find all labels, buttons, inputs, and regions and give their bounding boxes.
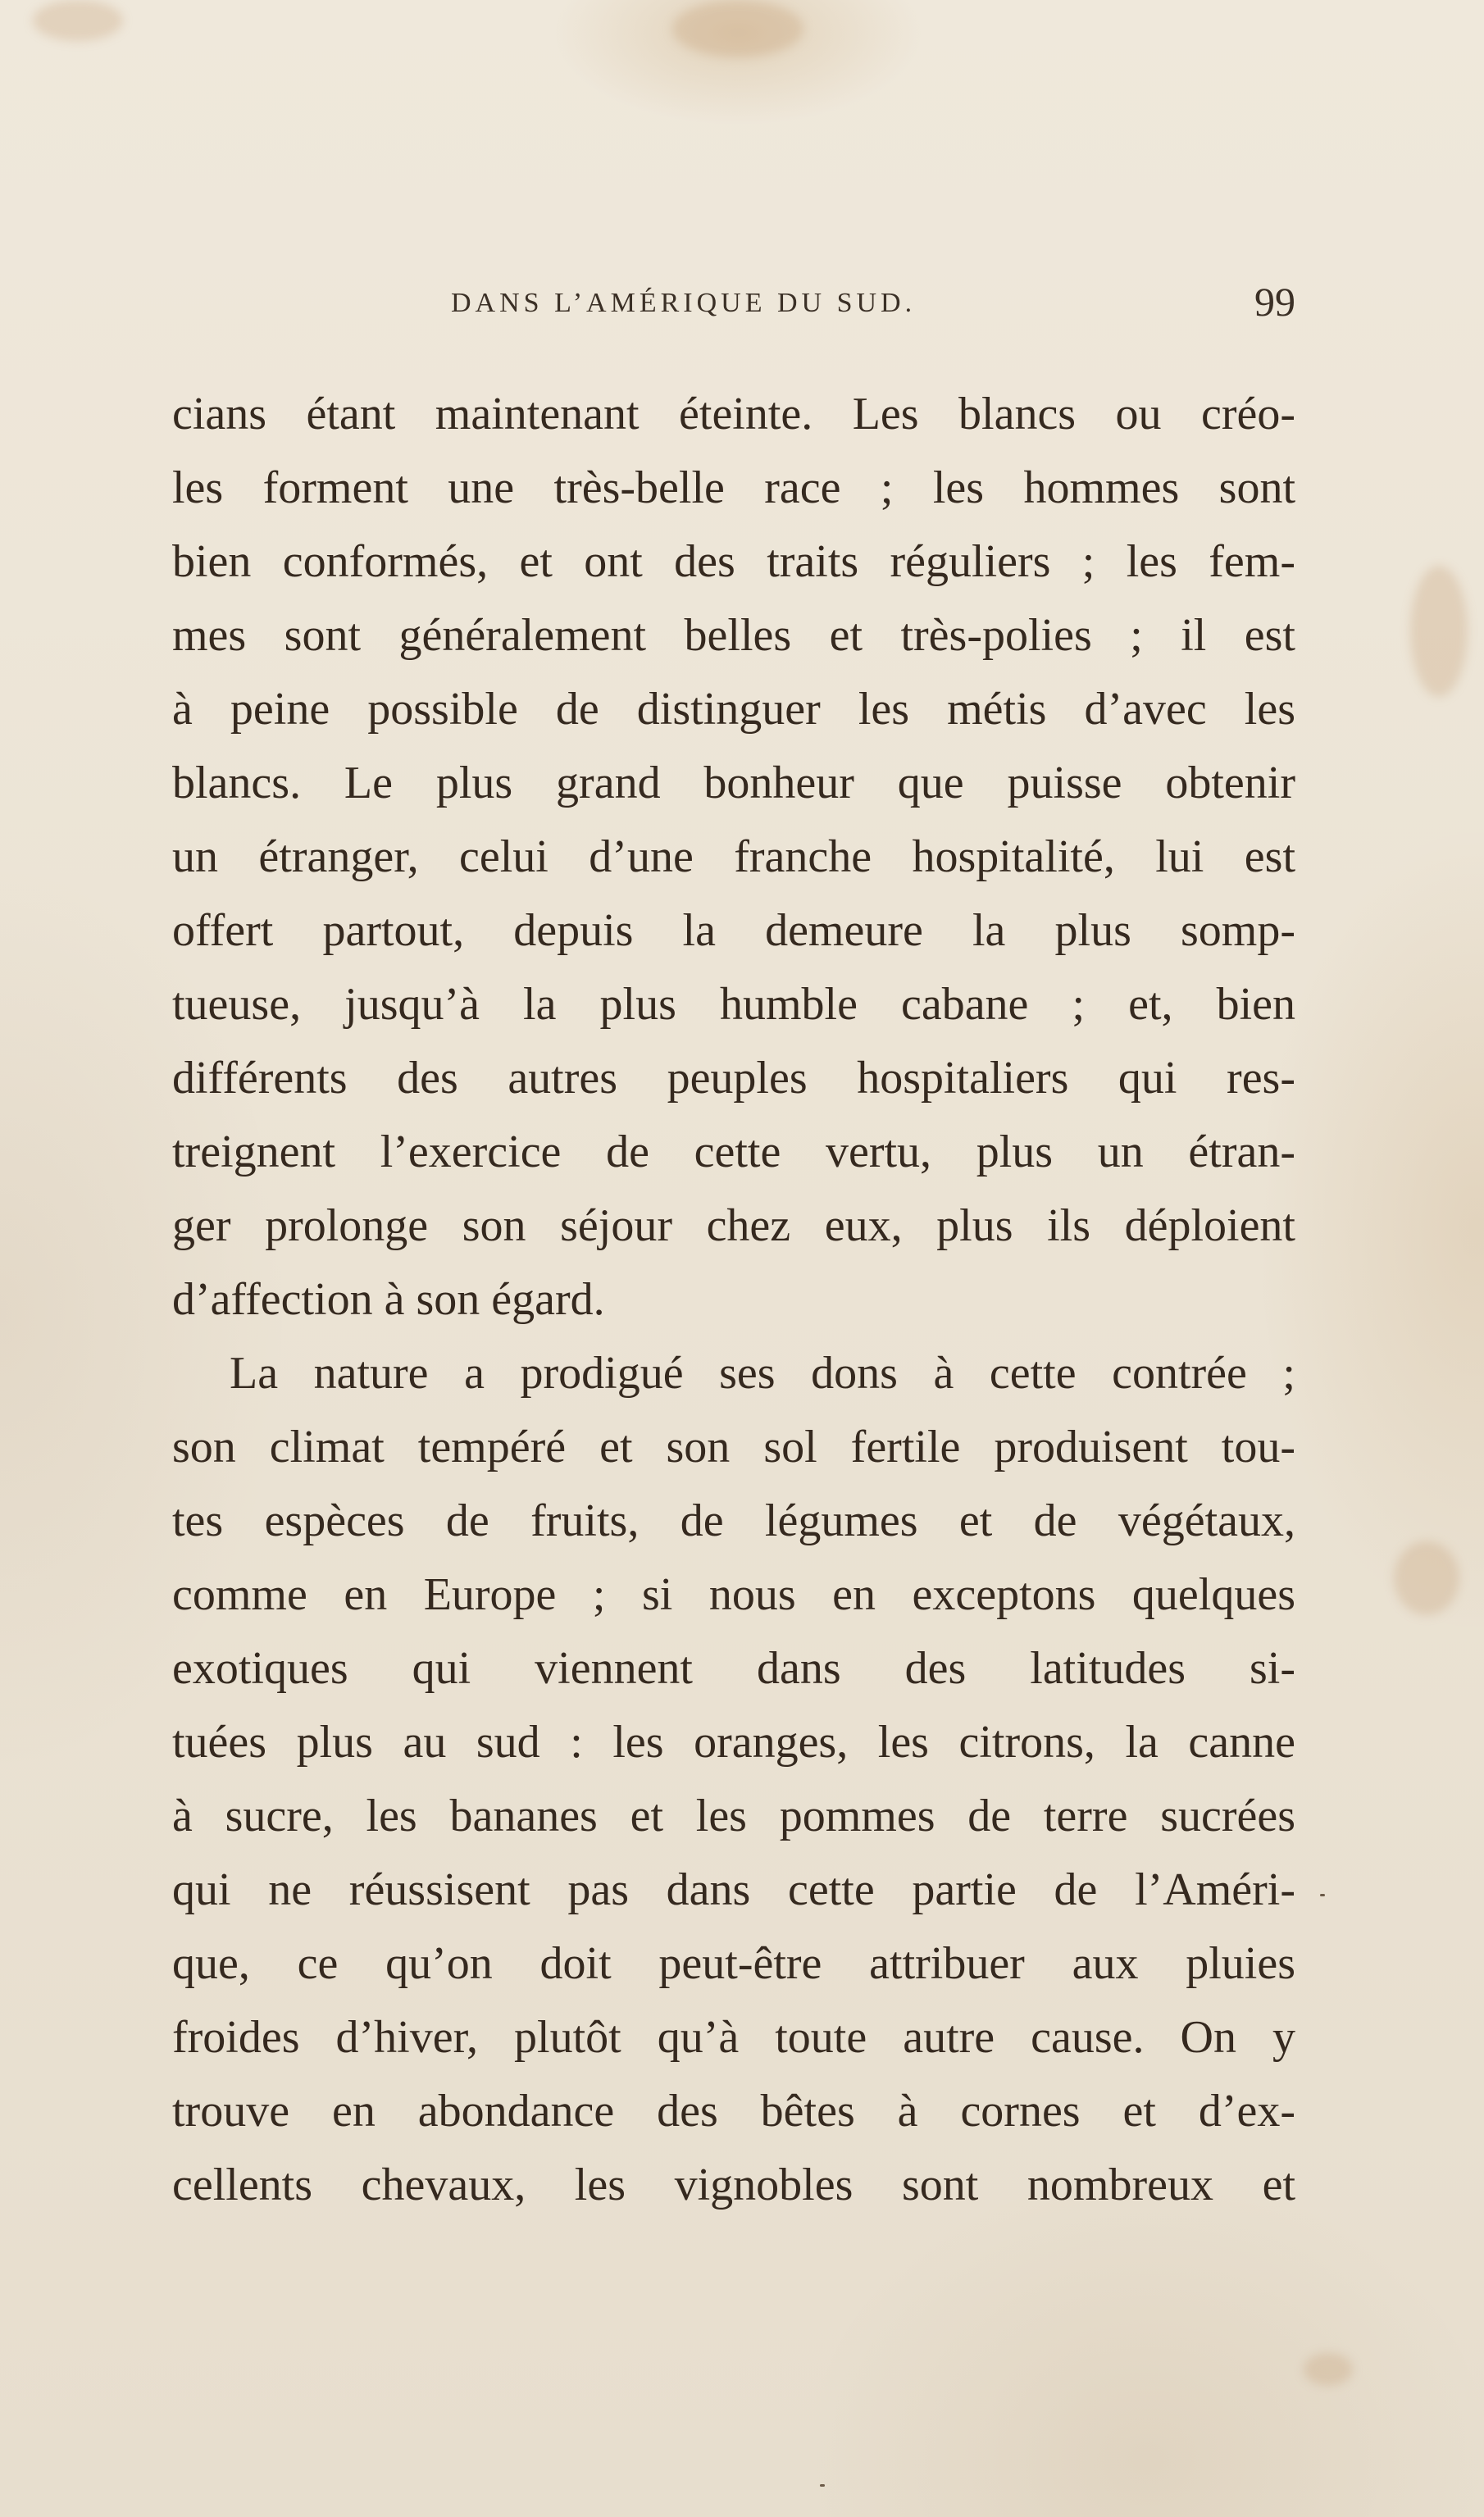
- text-line: cellents chevaux, les vignobles sont nombreux et: [172, 2160, 1295, 2210]
- text-line: à peine possible de distinguer les métis d’avec les: [172, 684, 1295, 735]
- paper-stain: [33, 0, 123, 41]
- paper-speck: [820, 2484, 825, 2487]
- text-line: blancs. Le plus grand bonheur que puisse obtenir: [172, 758, 1295, 808]
- paper-stain: [1394, 1541, 1459, 1615]
- paper-stain: [1304, 2353, 1353, 2386]
- text-line: différents des autres peuples hospitaliers qui res-: [172, 1053, 1295, 1104]
- text-line: tuées plus au sud : les oranges, les citrons, la canne: [172, 1717, 1295, 1768]
- text-line: les forment une très-belle race ; les hommes sont: [172, 462, 1295, 513]
- text-line: à sucre, les bananes et les pommes de terre sucrées: [172, 1791, 1295, 1841]
- paper-speck: [1320, 1894, 1325, 1896]
- text-line: froides d’hiver, plutôt qu’à toute autre cause. On y: [172, 2012, 1295, 2063]
- text-line: mes sont généralement belles et très-polies ; il est: [172, 610, 1295, 661]
- page-number: 99: [1254, 279, 1295, 325]
- text-line: son climat tempéré et son sol fertile produisent tou-: [172, 1422, 1295, 1472]
- text-line: d’affection à son égard.: [172, 1274, 605, 1325]
- text-line: ger prolonge son séjour chez eux, plus ils déploient: [172, 1200, 1295, 1251]
- paragraph: [172, 1336, 1295, 2222]
- paper-stain: [672, 0, 803, 57]
- paper-stain: [1410, 566, 1468, 697]
- text-line: comme en Europe ; si nous en exceptons quelques: [172, 1569, 1295, 1620]
- text-line: que, ce qu’on doit peut-être attribuer aux pluies: [172, 1938, 1295, 1989]
- text-line: tes espèces de fruits, de légumes et de végétaux,: [172, 1495, 1295, 1546]
- text-line: exotiques qui viennent dans des latitudes si-: [172, 1643, 1295, 1694]
- text-line: treignent l’exercice de cette vertu, plus un étran-: [172, 1127, 1295, 1177]
- text-line: un étranger, celui d’une franche hospitalité, lui est: [172, 831, 1295, 882]
- text-line: bien conformés, et ont des traits réguliers ; les fem-: [172, 536, 1295, 587]
- text-line: qui ne réussisent pas dans cette partie de l’Améri-: [172, 1864, 1295, 1915]
- text-line: tueuse, jusqu’à la plus humble cabane ; et, bien: [172, 979, 1295, 1030]
- text-line: cians étant maintenant éteinte. Les blancs ou créo-: [172, 389, 1295, 439]
- text-line: trouve en abondance des bêtes à cornes et d’ex-: [172, 2086, 1295, 2137]
- text-line: La nature a prodigué ses dons à cette contrée ;: [230, 1348, 1295, 1399]
- page-header: [172, 279, 1295, 348]
- body-text: [172, 377, 1295, 2222]
- text-line: offert partout, depuis la demeure la plus somp-: [172, 905, 1295, 956]
- running-head: DANS L’AMÉRIQUE DU SUD.: [451, 288, 917, 318]
- paragraph: [172, 377, 1295, 1336]
